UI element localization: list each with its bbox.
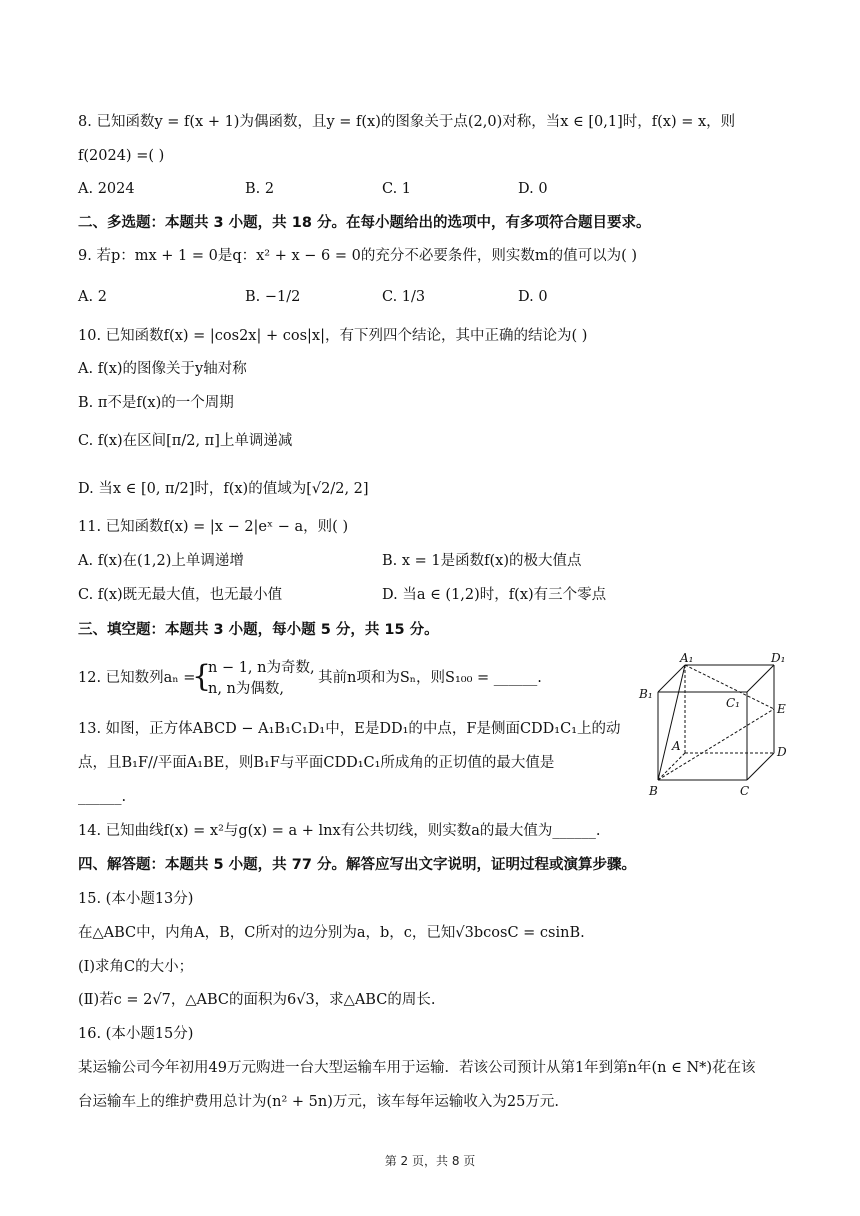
q11-option-d: D. 当a ∈ (1,2)时，f(x)有三个零点 [382,587,607,603]
q16-stem-line2: 台运输车上的维护费用总计为(n² + 5n)万元，该车每年运输收入为25万元. [78,1094,559,1110]
q8-option-d: D. 0 [518,181,548,197]
label-d1: D₁ [771,652,786,665]
q12-case-even: n, n为偶数, [208,681,285,697]
label-e: E [777,702,786,716]
q12-suffix: 其前n项和为Sₙ，则S₁₀₀ = ______. [318,670,542,686]
edge-c1-d1 [747,665,774,692]
q14-stem: 14. 已知曲线f(x) = x²与g(x) = a + lnx有公共切线，则实数a的最大值为______. [78,823,601,839]
q15-header: 15. (本小题13分) [78,891,194,907]
q10-stem: 10. 已知函数f(x) = |cos2x| + cos|x|，有下列四个结论，其中正确的结论为( ) [78,328,588,344]
q12-case-odd: n − 1, n为奇数, [208,660,315,676]
q11-option-b: B. x = 1是函数f(x)的极大值点 [382,553,582,569]
q13-stem-line1: 13. 如图，正方体ABCD − A₁B₁C₁D₁中，E是DD₁的中点，F是侧面CDD₁C₁上的动 [78,721,621,737]
section-4-heading: 四、解答题：本题共 5 小题，共 77 分。解答应写出文字说明，证明过程或演算步骤。 [78,857,636,873]
q8-option-c: C. 1 [382,181,412,197]
q13-stem-line3: ______. [78,789,127,805]
q15-part-1: (Ⅰ)求角C的大小； [78,959,194,975]
cube-figure [630,652,800,807]
label-a: A [672,739,681,753]
q9-stem: 9. 若p：mx + 1 = 0是q：x² + x − 6 = 0的充分不必要条件，则实数m的值可以为( ) [78,248,638,264]
q9-option-c: C. 1/3 [382,289,426,305]
cube-diagram [630,652,800,807]
q16-stem-line1: 某运输公司今年初用49万元购进一台大型运输车用于运输．若该公司预计从第1年到第n年(n ∈ N*)花在该 [78,1060,756,1076]
q15-stem: 在△ABC中，内角A，B，C所对的边分别为a，b，c，已知√3bcosC = csinB. [78,925,585,941]
q15-part-2: (Ⅱ)若c = 2√7，△ABC的面积为6√3，求△ABC的周长. [78,992,436,1008]
q16-header: 16. (本小题15分) [78,1026,194,1042]
q9-option-a: A. 2 [78,289,107,305]
page-footer: 第 2 页，共 8 页 [384,1154,476,1168]
q11-option-a: A. f(x)在(1,2)上单调递增 [78,553,244,569]
label-c1: C₁ [726,696,740,710]
q10-option-a: A. f(x)的图像关于y轴对称 [78,361,247,377]
label-c: C [740,784,750,798]
edge-b1-a1 [658,665,685,692]
section-2-heading: 二、多选题：本题共 3 小题，共 18 分。在每小题给出的选项中，有多项符合题目要求。 [78,215,651,231]
q8-stem-line1: 8. 已知函数y = f(x + 1)为偶函数，且y = f(x)的图象关于点(2,0)对称，当x ∈ [0,1]时，f(x) = x，则 [78,114,736,130]
q8-option-b: B. 2 [245,181,275,197]
q10-option-d: D. 当x ∈ [0, π/2]时，f(x)的值域为[√2/2, 2] [78,481,369,497]
label-d: D [777,745,787,759]
q10-option-b: B. π不是f(x)的一个周期 [78,395,234,411]
q11-option-c: C. f(x)既无最大值，也无最小值 [78,587,283,603]
q11-stem: 11. 已知函数f(x) = |x − 2|eˣ − a，则( ) [78,519,349,535]
q10-option-c: C. f(x)在区间[π/2, π]上单调递减 [78,433,293,449]
q9-option-b: B. −1/2 [245,289,301,305]
edge-b-a1 [658,665,685,780]
edge-c-d [747,753,774,780]
q8-stem-line2: f(2024) =( ) [78,148,165,164]
label-a1: A₁ [680,652,694,665]
q13-stem-line2: 点，且B₁F//平面A₁BE，则B₁F与平面CDD₁C₁所成角的正切值的最大值是 [78,755,555,771]
label-b1: B₁ [639,687,653,701]
q12-brace: { [192,659,212,694]
label-b: B [649,784,658,798]
q12-prefix: 12. 已知数列aₙ = [78,670,196,686]
q8-option-a: A. 2024 [78,181,135,197]
q9-option-d: D. 0 [518,289,548,305]
section-3-heading: 三、填空题：本题共 3 小题，每小题 5 分，共 15 分。 [78,622,439,638]
